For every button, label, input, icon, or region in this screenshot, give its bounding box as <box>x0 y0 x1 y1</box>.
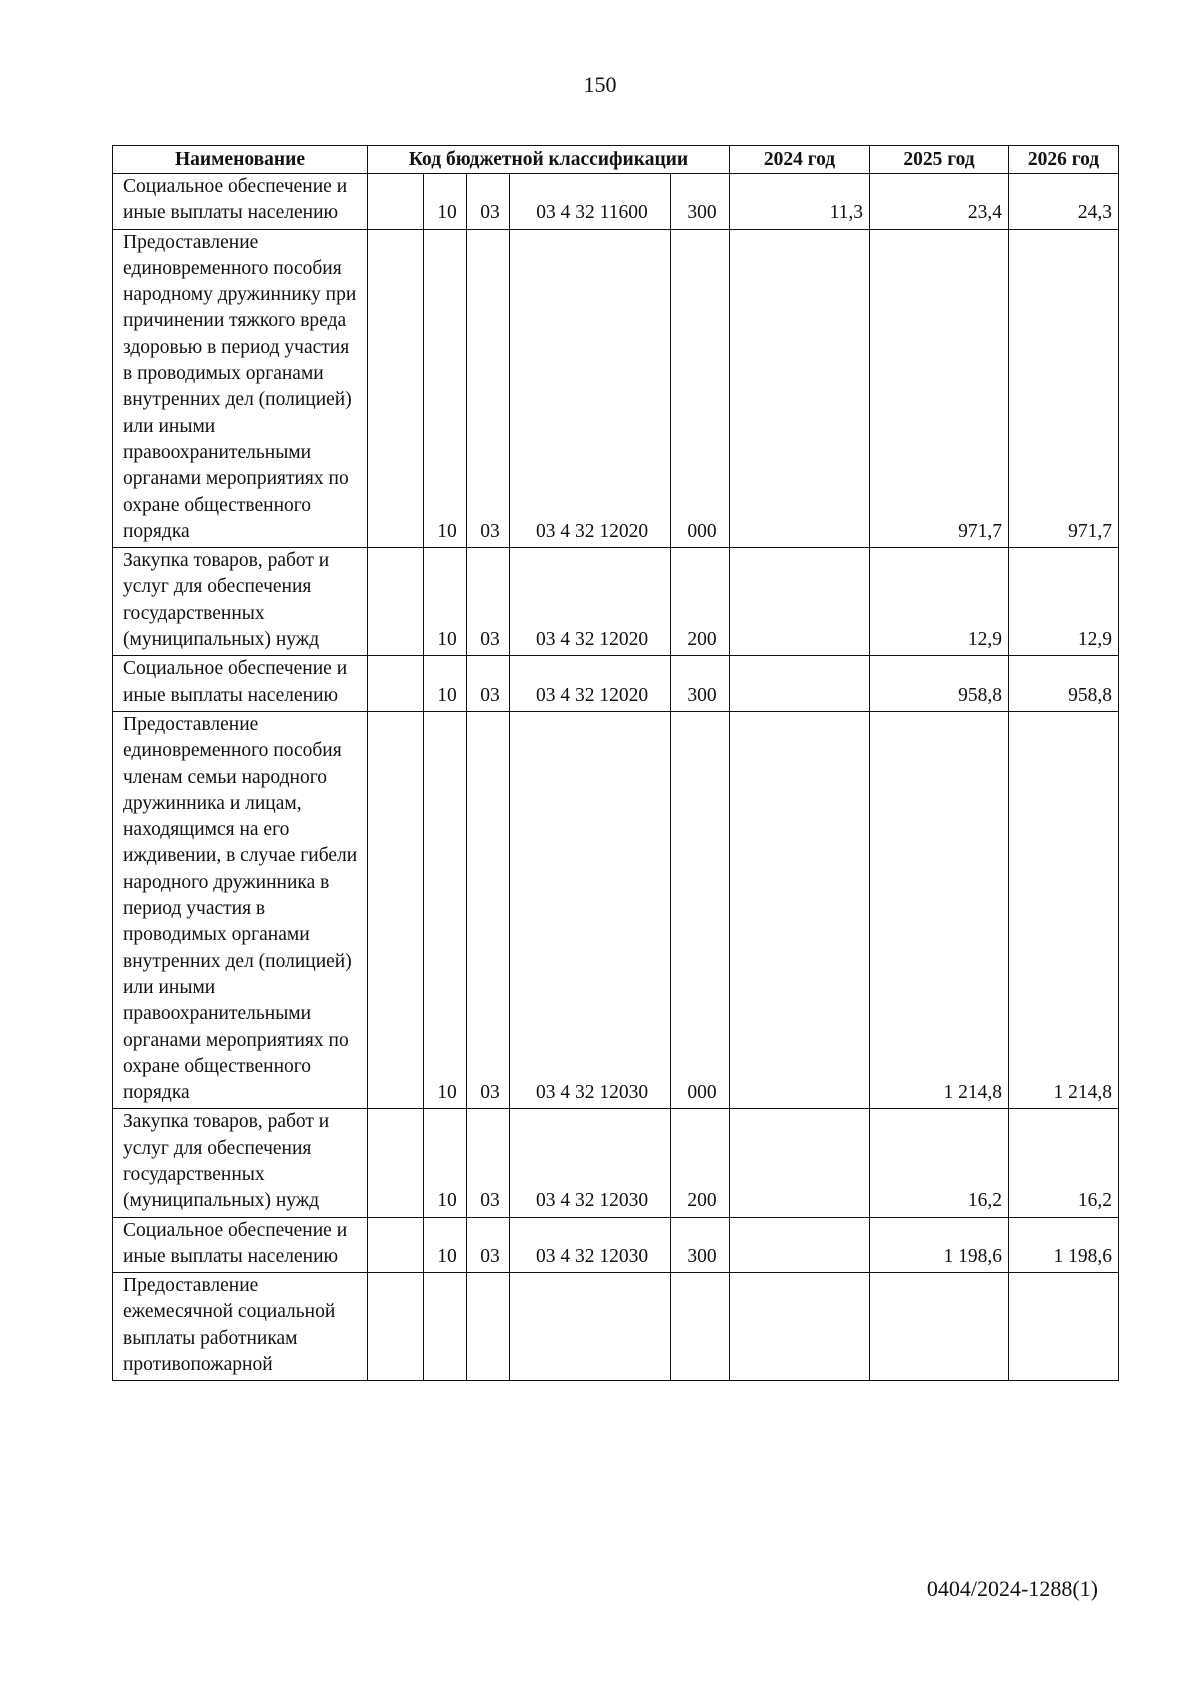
row-2024 <box>730 548 870 656</box>
table-row <box>113 711 1119 1108</box>
row-name: Социальное обеспечение и иные выплаты населению <box>113 174 368 230</box>
page-number: 150 <box>583 72 617 97</box>
table-row <box>113 229 1119 548</box>
row-target-article: 03 4 32 12030 <box>510 1109 671 1217</box>
row-code-blank <box>368 174 424 230</box>
row-code-blank <box>368 229 424 548</box>
row-2025: 1 198,6 <box>870 1217 1009 1273</box>
row-2024 <box>730 711 870 1108</box>
row-2026: 1 198,6 <box>1009 1217 1119 1273</box>
row-code-blank <box>368 1109 424 1217</box>
row-code-blank <box>368 656 424 712</box>
row-2025: 1 214,8 <box>870 711 1009 1108</box>
header-2025: 2025 год <box>870 146 1009 174</box>
row-section: 10 <box>424 656 467 712</box>
row-expense-type: 000 <box>671 229 730 548</box>
header-2024: 2024 год <box>730 146 870 174</box>
row-2025: 12,9 <box>870 548 1009 656</box>
row-name: Социальное обеспечение и иные выплаты населению <box>113 656 368 712</box>
row-2024 <box>730 1109 870 1217</box>
table-row <box>113 548 1119 656</box>
row-2026: 971,7 <box>1009 229 1119 548</box>
row-2026: 1 214,8 <box>1009 711 1119 1108</box>
row-expense-type: 300 <box>671 174 730 230</box>
row-name: Предоставление ежемесячной социальной выплаты работникам противопожарной <box>113 1273 368 1381</box>
row-2025 <box>870 1273 1009 1381</box>
row-2024: 11,3 <box>730 174 870 230</box>
row-section: 10 <box>424 1109 467 1217</box>
row-section: 10 <box>424 548 467 656</box>
row-expense-type: 000 <box>671 711 730 1108</box>
row-section: 10 <box>424 711 467 1108</box>
row-subsection: 03 <box>467 1217 510 1273</box>
row-section: 10 <box>424 174 467 230</box>
table-row <box>113 1273 1119 1381</box>
row-subsection: 03 <box>467 548 510 656</box>
row-2026: 958,8 <box>1009 656 1119 712</box>
row-2026 <box>1009 1273 1119 1381</box>
row-2025: 23,4 <box>870 174 1009 230</box>
row-target-article: 03 4 32 12020 <box>510 548 671 656</box>
row-code-blank <box>368 1217 424 1273</box>
row-name: Предоставление единовременного пособия народному дружиннику при причинении тяжкого вреда здоровью в период участия в проводимых органами внутренних дел (полицией) или иными правоохранительными органами мероприятиях по охране общественного порядка <box>113 229 368 548</box>
row-subsection: 03 <box>467 174 510 230</box>
row-section: 10 <box>424 1217 467 1273</box>
row-code-blank <box>368 1273 424 1381</box>
table-header-row <box>113 146 1119 174</box>
row-code-blank <box>368 548 424 656</box>
table-row <box>113 174 1119 230</box>
row-target-article: 03 4 32 12020 <box>510 229 671 548</box>
budget-table <box>112 145 1119 1381</box>
row-2024 <box>730 1217 870 1273</box>
row-2026: 16,2 <box>1009 1109 1119 1217</box>
table-row <box>113 1109 1119 1217</box>
table-row <box>113 656 1119 712</box>
row-name: Закупка товаров, работ и услуг для обеспечения государственных (муниципальных) нужд <box>113 548 368 656</box>
row-target-article: 03 4 32 11600 <box>510 174 671 230</box>
header-2026: 2026 год <box>1009 146 1119 174</box>
row-subsection: 03 <box>467 711 510 1108</box>
row-subsection <box>467 1273 510 1381</box>
row-2026: 24,3 <box>1009 174 1119 230</box>
row-2025: 958,8 <box>870 656 1009 712</box>
row-subsection: 03 <box>467 656 510 712</box>
row-target-article: 03 4 32 12020 <box>510 656 671 712</box>
row-section <box>424 1273 467 1381</box>
row-2024 <box>730 229 870 548</box>
row-name: Закупка товаров, работ и услуг для обеспечения государственных (муниципальных) нужд <box>113 1109 368 1217</box>
header-budget-code: Код бюджетной классификации <box>368 146 730 174</box>
row-2025: 16,2 <box>870 1109 1009 1217</box>
row-2024 <box>730 656 870 712</box>
row-name: Социальное обеспечение и иные выплаты населению <box>113 1217 368 1273</box>
row-name: Предоставление единовременного пособия членам семьи народного дружинника и лицам, находящимся на его иждивении, в случае гибели народного дружинника в период участия в проводимых органами внутренних дел (полицией) или иными правоохранительными органами мероприятиях по охране общественного порядка <box>113 711 368 1108</box>
row-target-article <box>510 1273 671 1381</box>
row-subsection: 03 <box>467 229 510 548</box>
row-target-article: 03 4 32 12030 <box>510 1217 671 1273</box>
row-target-article: 03 4 32 12030 <box>510 711 671 1108</box>
row-2024 <box>730 1273 870 1381</box>
row-subsection: 03 <box>467 1109 510 1217</box>
row-2026: 12,9 <box>1009 548 1119 656</box>
row-expense-type: 300 <box>671 656 730 712</box>
row-code-blank <box>368 711 424 1108</box>
row-2025: 971,7 <box>870 229 1009 548</box>
document-code: 0404/2024-1288(1) <box>926 1576 1098 1601</box>
table-row <box>113 1217 1119 1273</box>
row-expense-type <box>671 1273 730 1381</box>
header-name: Наименование <box>113 146 368 174</box>
row-expense-type: 200 <box>671 1109 730 1217</box>
row-section: 10 <box>424 229 467 548</box>
row-expense-type: 200 <box>671 548 730 656</box>
row-expense-type: 300 <box>671 1217 730 1273</box>
